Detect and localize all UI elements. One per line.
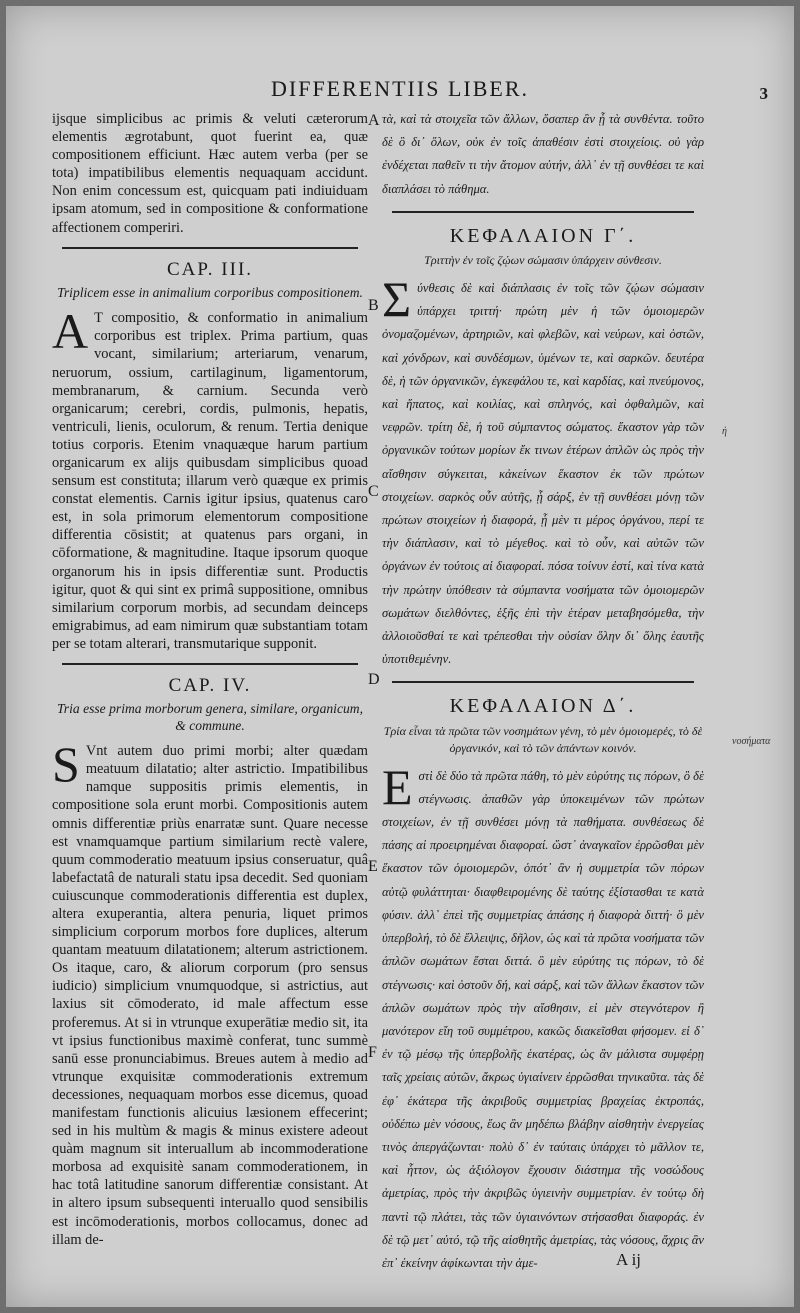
greek-intro: τὰ, καὶ τὰ στοιχεῖα τῶν ἄλλων, ὅσαπερ ἂν ᾖ τὰ συνθέντα. τοῦτο δὲ ὃ δι᾽ ὅλων, οὐκ ἐν τοῖς ἀπαθέσιν ἐστὶ στοιχείοις. οὐ γὰρ ἐνδέχεται παθεῖν τι τὴν ἄτομον αὐτήν, ἀλλ᾽ ἐν τῇ συνθέσει τε καὶ διαπλάσει τὸ πάθημα.	[382, 112, 704, 196]
section-rule	[62, 247, 358, 249]
drop-cap: Ε	[382, 758, 413, 815]
greek-chapter-3-heading: ΚΕΦΑΛΑΙΟΝ Γ΄.	[449, 224, 637, 247]
greek-chapter-3-text	[382, 271, 704, 671]
drop-cap: Σ	[382, 271, 412, 328]
section-rule	[392, 211, 694, 213]
marginal-letter: D	[368, 671, 380, 688]
book-page	[6, 6, 794, 1307]
marginal-letter: A	[368, 112, 380, 129]
greek-chapter-4-heading: ΚΕΦΑΛΑΙΟΝ Δ΄.	[449, 695, 637, 718]
latin-chapter-4-heading: CAP. IV.	[168, 675, 252, 697]
latin-chapter-4-summary: Tria esse prima morborum genera, similare, organicum, & commune.	[57, 701, 363, 733]
section-rule	[62, 663, 358, 665]
latin-chapter-3-summary: Triplicem esse in animalium corporibus compositionem.	[57, 284, 363, 300]
signature-mark: A ij	[616, 1250, 642, 1269]
greek-chapter-3-body: ύνθεσις δὲ καὶ διάπλασις ἐν τοῖς τῶν ζῴων σώμασιν ὑπάρχει τριττή· πρώτη μὲν ἡ τῶν ὁμοιομερῶν ὀνομαζομένων, ἀρτηριῶν, καὶ φλεβῶν, καὶ νεύρων, καὶ ὀστῶν, καὶ χόνδρων, καὶ συνδέσμων, ὑμένων τε, καὶ σαρκῶν. δευτέρα δὲ, ἡ τῶν ὀργανικῶν, ἐγκεφάλου τε, καὶ καρδίας, καὶ πνεύμονος, καὶ ἥπατος, καὶ κοιλίας, καὶ σπληνός, καὶ ὀφθαλμῶν, καὶ νεφρῶν. τρίτη δὲ, ἡ τοῦ σύμπαντος σώματος. ἕκαστον γὰρ τῶν ὀργανικῶν τούτων μορίων ἔκ τινων ἑτέρων ἁπλῶν ὡς πρὸς τὴν αἴσθησιν σύγκειται, κἀκείνων ἕκαστον ἐκ τῶν πρώτων στοιχείων. σαρκὸς οὖν αὐτῆς, ᾗ σάρξ, ἐν τῇ συνθέσει μόνῃ τῶν πρώτων στοιχείων ἡ διαφορά, ᾗ μὲν τι μέρος ὀργάνου, περί τε τὴν διάπλασιν, καὶ τὸ μέγεθος. καὶ τὸ οὖν, καὶ αὐτῶν τῶν ὀργάνων ἐν τούτοις αἱ διαφοραί. πόσα τοίνυν ἐστί, καὶ τίνα κατὰ τὴν πρώτην ὑπόθεσιν τὰ σύμπαντα νοσήματα τῶν ὁμοιομερῶν σωμάτων διελθόντες, ἑξῆς ἐπὶ τὴν ἑτέραν μεταβησόμεθα, τὴν ἀλλοιοῦσθαί τε καὶ τρέπεσθαι τὴν οὐσίαν ὅλην δι᾽ ὅλης ἑαυτῆς ὑποτιθεμένην.	[382, 281, 704, 667]
greek-column	[382, 108, 704, 1275]
latin-chapter-3-text	[52, 303, 368, 653]
greek-chapter-4-text	[382, 758, 704, 1275]
latin-chapter-4-body: Vnt autem duo primi morbi; alter quædam meatuum dilatatio; alter astrictio. Impatibilibus namque suppositis primis elementis, in compositione sola erunt morbi. Compositionis autem omnis differentiæ priùs enarratæ sunt. Quare necesse est vnamquamque partium similarium rectè valere, quum commoderatio meatuum ipsius conseruatur, quâ labefactatâ de naturali statu ipsa decedit. Sed quoniam cuiuscunque commoderationis differentia est duplex, altera exuperantia, altera penuria, liquet primos simplicium corporum morbos fore duplices, alterum quantam meatuum dilatationem; alterum astrictionem. Os itaque, caro, & aliorum corporum (pro sensus iudicio) simplicium vnumquodque, si astrictius, aut laxius sit cōmoderato, id male affectum esse proferemus. At si in vtrunque exuperātiæ medio sit, ita vt ipsius functionibus maximè conferat, tunc summè sanū esse pronunciabimus. Breues autem à medio ad vtrunque exquisitæ commoderationis extremum decessiones, nequaquam morbos esse dicemus, quoad manifestam functionis alicuius læsionem effecerint; sed in his multùm & magis & minus existere adeout quàm magnum sit interuallum ab incommoderatione morbosa ad exquisitè sanam commoderationem, in hac totâ latitudine sanorum differentiæ consistant. At in altero ipsum subsequenti interuallo quod sensibilis est incōmoderationis, morbos collocamus, donec ad illam de-	[52, 743, 368, 1248]
marginal-letter: F	[368, 1044, 377, 1061]
latin-chapter-3-heading: CAP. III.	[166, 258, 254, 280]
running-head: DIFFERENTIIS LIBER.	[271, 76, 529, 101]
latin-chapter-4-text	[52, 736, 368, 1249]
latin-intro: ijsque simplicibus ac primis & veluti cæterorum elementis ægrotabunt, quot fuerint ea, quæ compositionem efficiunt. Hæc autem verba (per se tota) impatibilibus elementis nequaquam accidunt. Non enim concessum est, quicquam pati indiuiduam ipsam atomum, sed in compositione & conformatione affectionem comperiri.	[52, 111, 368, 236]
handwritten-margin-note: νοσήματα	[732, 736, 771, 747]
drop-cap: A	[52, 303, 89, 360]
section-rule	[392, 681, 694, 683]
handwritten-margin-note: ἠ	[722, 426, 727, 437]
greek-chapter-3-summary: Τριττὴν ἐν τοῖς ζῴων σώμασιν ὑπάρχειν σύνθεσιν.	[424, 253, 662, 268]
drop-cap: S	[52, 736, 80, 793]
latin-column	[52, 110, 368, 1249]
marginal-letter: E	[368, 858, 378, 875]
greek-chapter-4-body: στὶ δὲ δύο τὰ πρῶτα πάθη, τὸ μὲν εὐρύτης τις πόρων, ὃ δὲ στέγνωσις. ἀπαθῶν γὰρ ὑποκειμένων τῶν πρώτων στοιχείων, ἐν τῇ συνθέσει μόνῃ τὰ παθήματα. συνθέσεως δὲ πάσης αἱ προειρημέναι διαφοραί. ὥστ᾽ ἀναγκαῖον ἐρρῶσθαι μὲν ἕκαστον τῶν ὁμοιομερῶν, ὁπότ᾽ ἂν ἡ συμμετρία τῶν πόρων αὐτῷ φυλάττηται· διαφθειρομένης δὲ ταύτης ἐξίστασθαι τε κατὰ φύσιν. ἀλλ᾽ ἐπεὶ τῆς συμμετρίας ἁπάσης ἡ διαφορὰ διττή· ὃ μὲν ὑπερβολή, τὸ δὲ ἔλλειψις, δῆλον, ὡς καὶ τὰ πρῶτα νοσήματα τῶν ἁπλῶν σωμάτων ἔσται διττά. ὃ μὲν εὐρύτης τις πόρων, τὸ δὲ στέγνωσις· καὶ ὀστοῦν δή, καὶ σάρξ, καὶ τῶν ἄλλων ἕκαστον τῶν ἁπλῶν σωμάτων πρὸς τὴν αἴσθησιν, εἰ μὲν στεγνότερον ἢ μανότερον εἴη τοῦ συμμέτρου, κακῶς διακεῖσθαι φήσομεν. εἰ δ᾽ ἐν τῷ μέσῳ τῆς ὑπερβολῆς ἑκατέρας, ὡς ἂν μάλιστα συμφέρῃ ταῖς χρείαις αὐτῶν, ἄκρως ὑγιαίνειν ἐρρῶσθαι τηνικαῦτα. τὰς δὲ ἐφ᾽ ἑκάτερα τῆς ἀκριβοῦς συμμετρίας βραχείας ἐκτροπάς, οὐδέπω μὲν νόσους, ἕως ἂν μηδέπω βλάβην αἰσθητὴν ἐνεργείας τινὸς ἀπεργάζωνται· πολὺ δ᾽ ἐν ταύταις ὑπάρχει τὸ μᾶλλον τε, καὶ ἧττον, ὡς ἀξιόλογον ἔχουσιν διάστημα τῆς νοσώδους ἀμετρίας, πρὸς τὴν ἀκριβῶς ὑγιεινὴν συμμετρίαν. ἐν τούτῳ δὴ παντὶ τῷ πλάτει, τὰς τῶν ὑγιαινόντων στήσασθαι διαφοράς. ἐν δὲ τῷ μετ᾽ αὐτό, τῷ τῆς αἰσθητῆς ἀμετρίας, τὰς νόσους, ἄχρις ἂν ἐπ᾽ ἐκείνην ἀφίκωνται τὴν ἀμε-	[382, 768, 704, 1270]
marginal-letter: C	[368, 483, 379, 500]
greek-chapter-4-summary: Τρία εἶναι τὰ πρῶτα τῶν νοσημάτων γένη, τὸ μὲν ὁμοιομερές, τὸ δὲ ὀργανικόν, καὶ τὸ τῶν ἁπάντων κοινόν.	[383, 723, 703, 755]
marginal-letter: B	[368, 297, 379, 314]
latin-chapter-3-body: T compositio, & conformatio in animalium corporibus est triplex. Prima partium, quas vocant, similarium; arteriarum, venarum, neruorum, ossium, cartilaginum, ligamentorum, membranarum, & carnium. Secunda verò organicarum; cerebri, cordis, pulmonis, hepatis, ventriculi, lienis, oculorum, & renum. Tertia denique totius corporis. Etenim vnaquæque harum partium organicarum ex alijs quibusdam simplicibus quoad sensum est constituta; illarum verò quæque ex primis constat elementis. Carnis igitur ipsius, quatenus caro est, in sola primorum elementorum compositione differentia cōsistit; at quatenus pars organi, in cōformatione, & magnitudine. Itaque ipsorum quoque organorum his in ipsis differentiæ sunt. Productis igitur, quot & qui sint ex primâ suppositione, omnibus similarium corporum morbis, ad secundam deinceps emigrabimus, ad eam nimirum quæ substantiam totam per se totam alterari, transmutarique supponit.	[52, 310, 368, 652]
page-number: 3	[759, 84, 768, 103]
